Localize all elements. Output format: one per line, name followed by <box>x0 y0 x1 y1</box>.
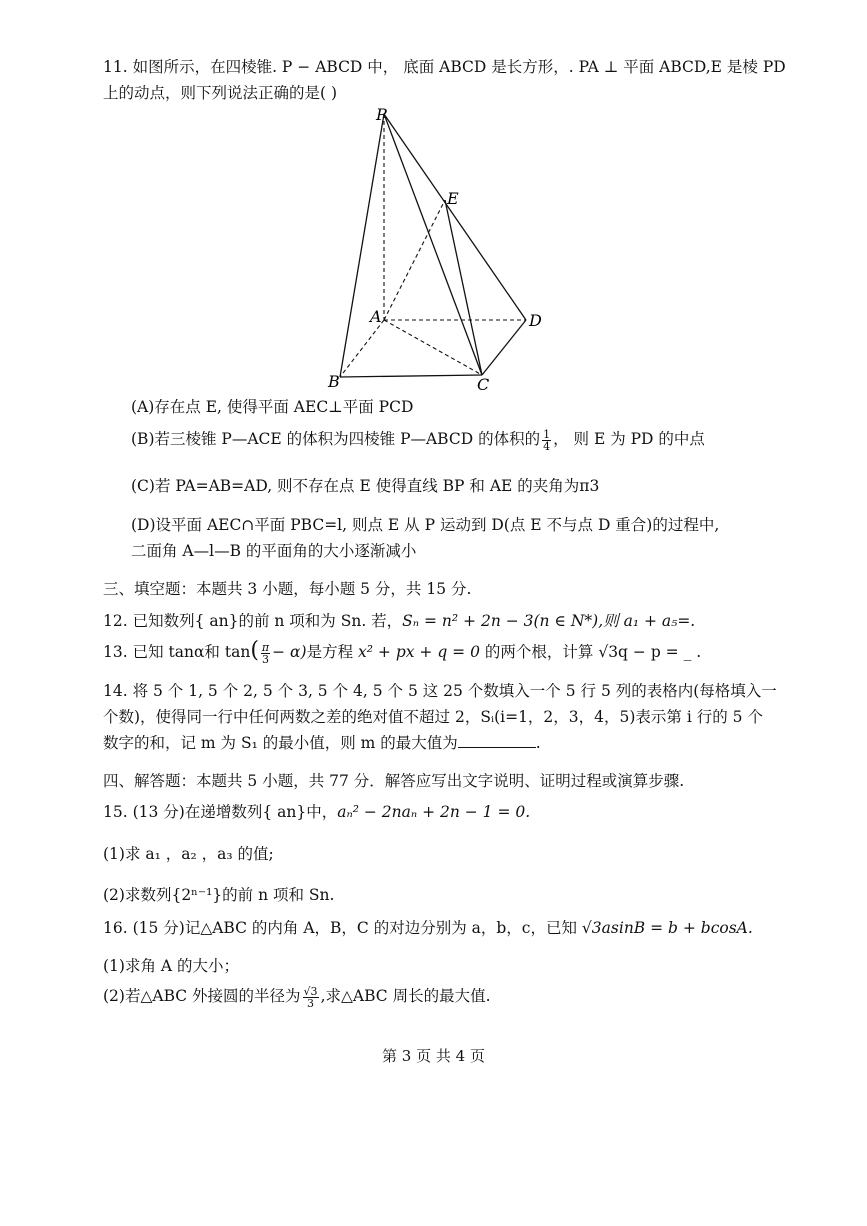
q15: 15. (13 分)在递增数列{ an}中，aₙ² − 2naₙ + 2n − 1 = 0. <box>103 803 531 821</box>
q16-part1: (1)求角 A 的大小； <box>103 957 240 975</box>
q12: 12. 已知数列{ an}的前 n 项和为 Sn. 若，Sₙ = n² + 2n − 3(n ∈ N*),则 a₁ + a₅=. <box>103 612 696 630</box>
q16-part2: (2)若△ABC 外接圆的半径为 $\frac{√3}{3}$ ,求△ABC 周长的最大值. <box>103 984 491 1010</box>
q11-option-a: (A)存在点 E, 使得平面 AEC⊥平面 PCD <box>131 398 414 416</box>
label-a: A <box>370 307 382 326</box>
q11-option-b: (B)若三棱锥 P—ACE 的体积为四棱锥 P—ABCD 的体积的 $\frac{1}{4}$ ， 则 E 为 PD 的中点 <box>131 427 705 453</box>
label-b: B <box>328 372 340 391</box>
q11-line2: 上的动点，则下列说法正确的是( ) <box>103 84 338 102</box>
section-4-heading: 四、解答题：本题共 5 小题，共 77 分．解答应写出文字说明、证明过程或演算步骤. <box>103 772 685 790</box>
q15-part2: (2)求数列{2ⁿ⁻¹}的前 n 项和 Sn. <box>103 886 335 904</box>
q14-line1: 14. 将 5 个 1, 5 个 2, 5 个 3, 5 个 4, 5 个 5 这 25 个数填入一个 5 行 5 列的表格内(每格填入一 <box>103 682 777 700</box>
q11-option-c: (C)若 PA=AB=AD, 则不存在点 E 使得直线 BP 和 AE 的夹角为π3 <box>131 477 600 495</box>
label-c: C <box>477 375 490 394</box>
q11-option-d-line2: 二面角 A—l—B 的平面角的大小逐渐减小 <box>131 542 417 560</box>
label-p: P <box>376 105 387 124</box>
q16: 16. (15 分)记△ABC 的内角 A，B，C 的对边分别为 a，b，c，已知 √3asinB = b + bcosA. <box>103 919 753 937</box>
q15-part1: (1)求 a₁ ，a₂ ，a₃ 的值; <box>103 845 274 863</box>
q11-line1: 11. 如图所示，在四棱锥. P − ABCD 中， 底面 ABCD 是长方形，. PA ⊥ 平面 ABCD,E 是棱 PD <box>103 58 786 76</box>
pyramid-figure <box>320 100 550 395</box>
fraction-one-quarter: $\frac{1}{4}$ <box>543 427 551 453</box>
answer-blank <box>458 733 536 748</box>
section-3-heading: 三、填空题：本题共 3 小题，每小题 5 分，共 15 分. <box>103 580 472 598</box>
label-e: E <box>447 189 459 208</box>
q14-line2: 个数)，使得同一行中任何两数之差的绝对值不超过 2，Sᵢ(i=1，2，3，4，5)表示第 i 行的 5 个 <box>103 708 763 726</box>
q14-line3: 数字的和，记 m 为 S₁ 的最小值，则 m 的最大值为 . <box>103 734 541 752</box>
q11-option-d-line1: (D)设平面 AEC∩平面 PBC=l, 则点 E 从 P 运动到 D(点 E 不与点 D 重合)的过程中, <box>131 516 720 534</box>
page-footer: 第 3 页 共 4 页 <box>382 1047 485 1065</box>
label-d: D <box>529 311 542 330</box>
q13: 13. 已知 tanα和 tan( $\frac{\pi}{3}$ − α)是方程 x² + px + q = 0 的两个根，计算 √3q − p = _ . <box>103 638 702 666</box>
